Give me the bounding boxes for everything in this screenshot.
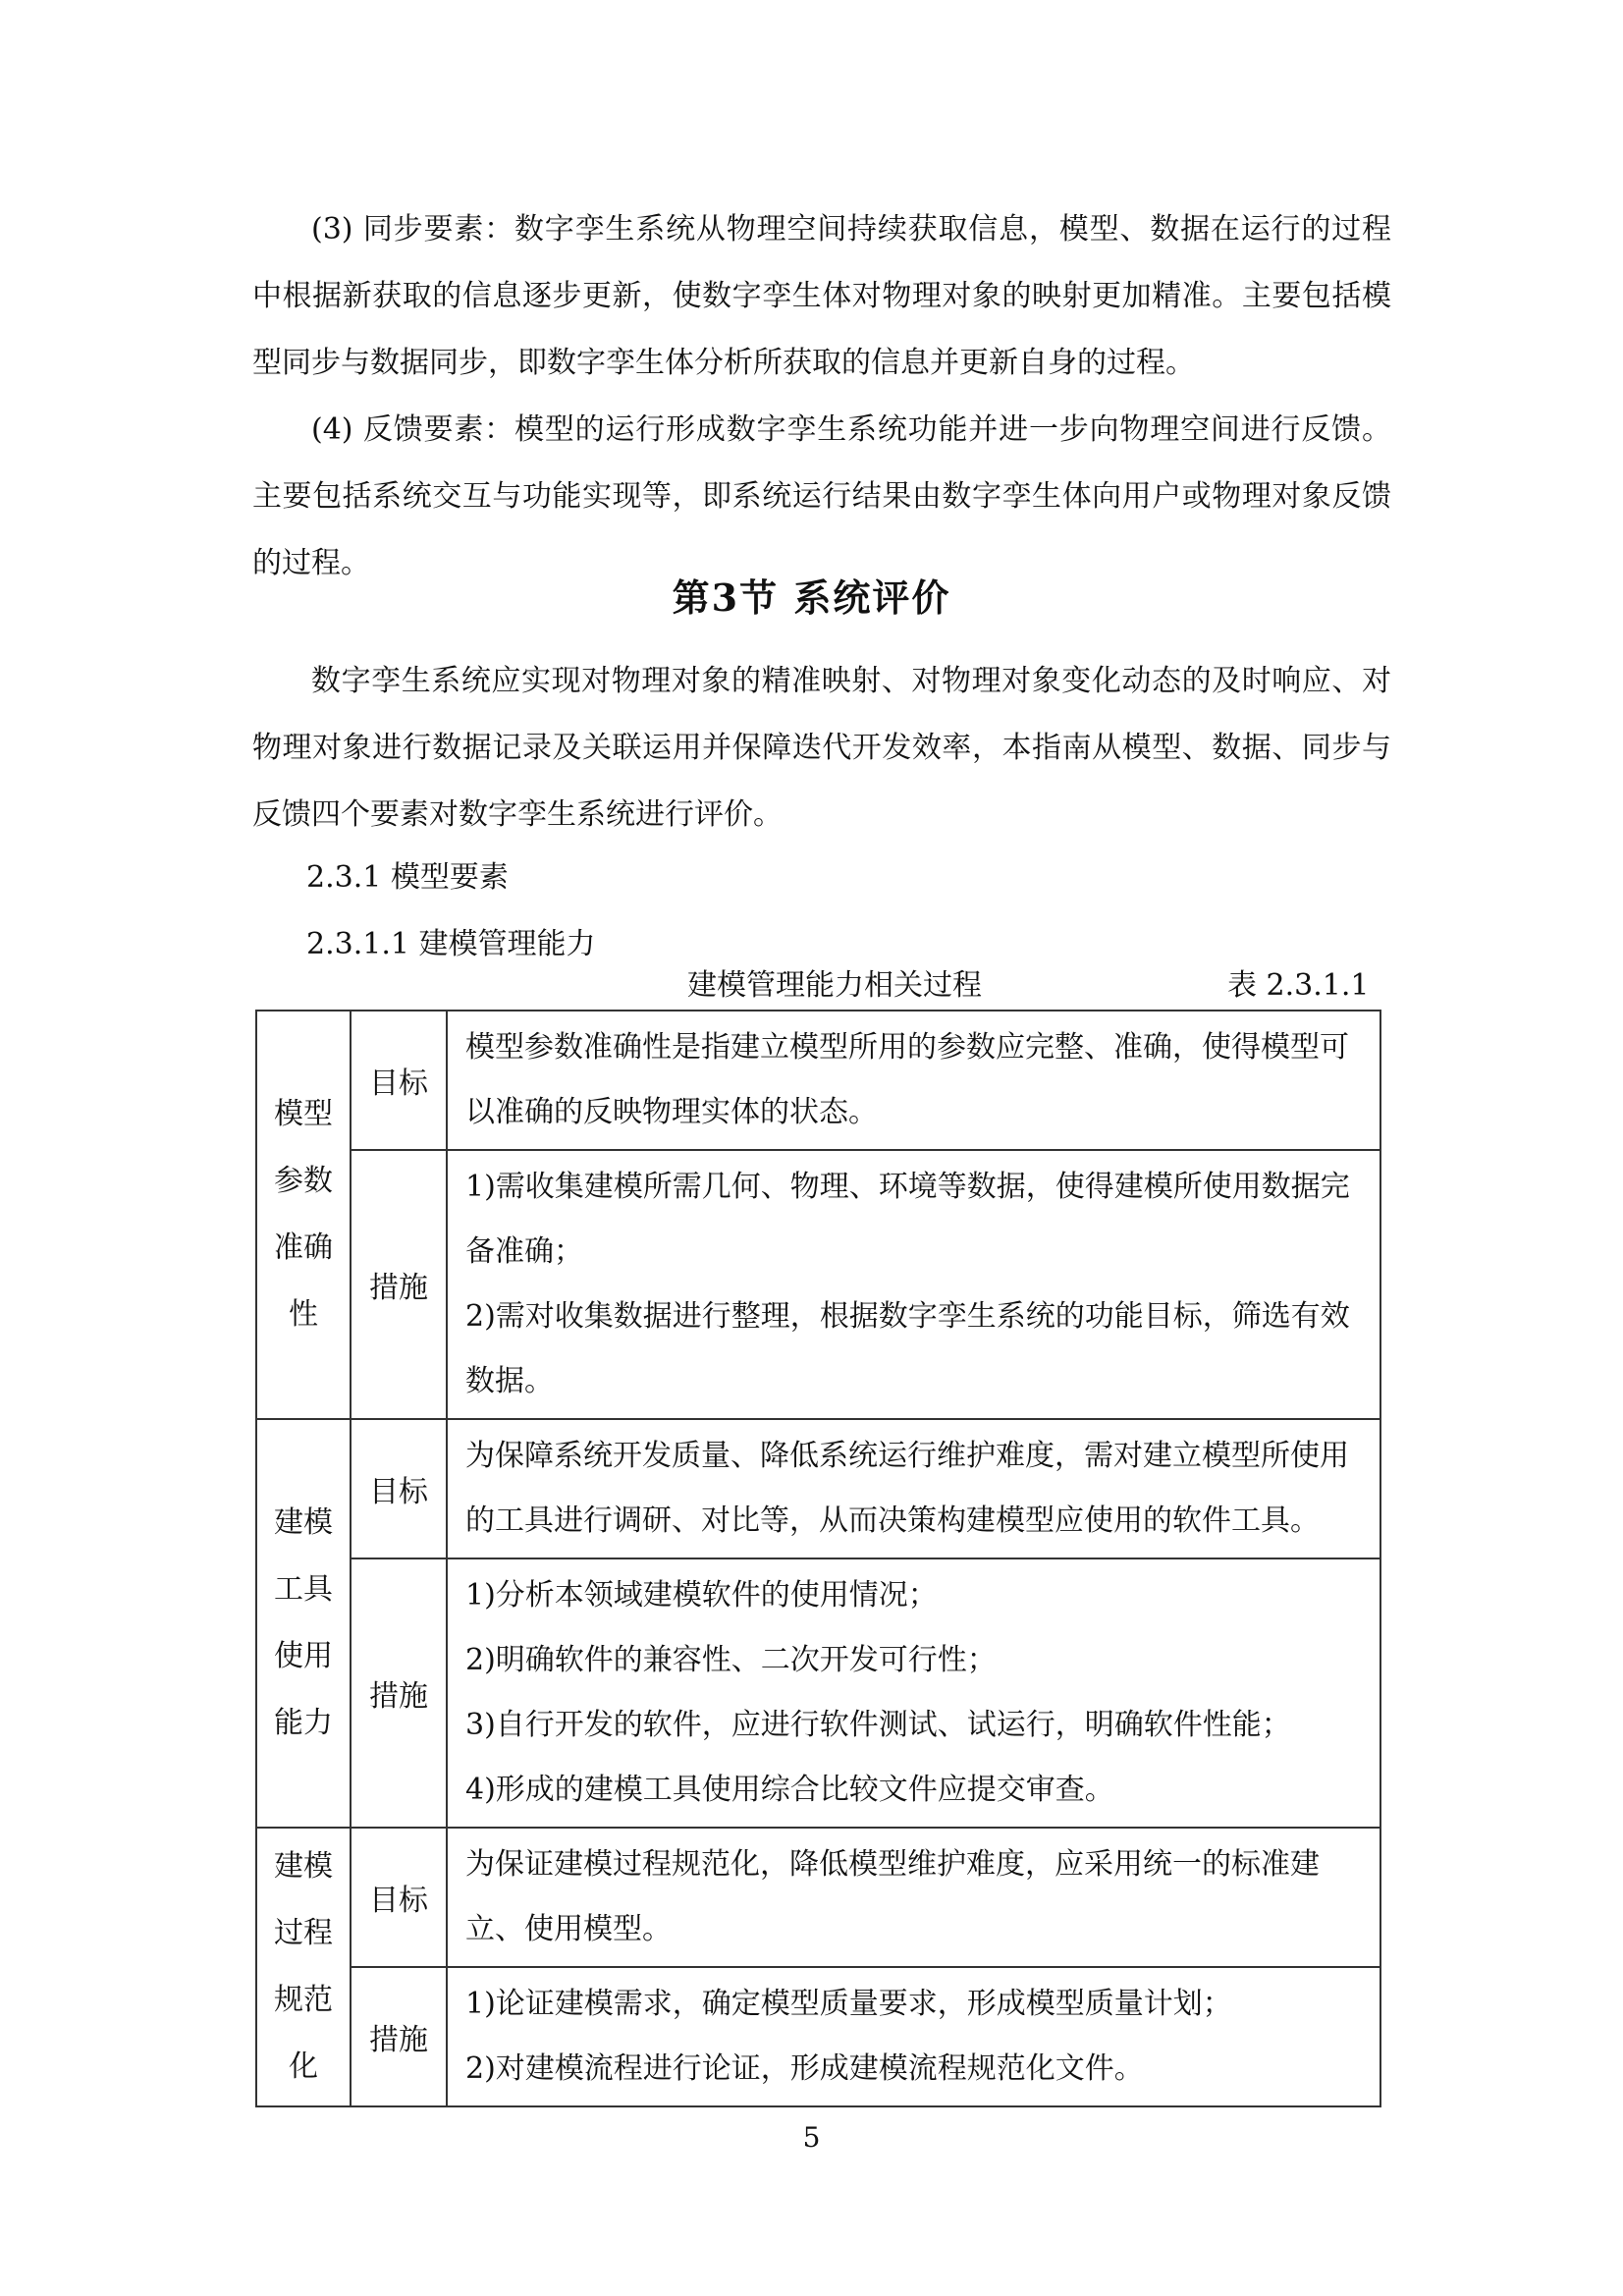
category-cell: 建模 过程 规范 化 [256,1828,351,2106]
goal-text: 为保障系统开发质量、降低系统运行维护难度，需对建立模型所使用的工具进行调研、对比等，从而决策构建模型应使用的软件工具。 [447,1419,1380,1558]
goal-label: 目标 [351,1828,447,1967]
measure-list: 1)论证建模需求，确定模型质量要求，形成模型质量计划； 2)对建模流程进行论证，形成建模流程规范化文件。 [447,1967,1380,2106]
table-row [256,1967,1380,2106]
paragraph-feedback-element: (4) 反馈要素：模型的运行形成数字孪生系统功能并进一步向物理空间进行反馈。主要包括系统交互与功能实现等，即系统运行结果由数字孪生体向用户或物理对象反馈的过程。 [252,412,1391,580]
section-heading: 第3节 系统评价 [672,575,951,620]
measure-label: 措施 [351,1558,447,1828]
table-row [256,1558,1380,1828]
goal-text: 为保证建模过程规范化，降低模型维护难度，应采用统一的标准建立、使用模型。 [447,1828,1380,1967]
category-cell: 建模 工具 使用 能力 [256,1419,351,1828]
subheading-modeling-capability: 2.3.1.1 建模管理能力 [306,927,596,961]
page-number: 5 [802,2121,821,2154]
goal-label: 目标 [351,1011,447,1150]
subheading-model-element: 2.3.1 模型要素 [306,860,509,895]
category-cell: 模型 参数 准确 性 [256,1011,351,1419]
measure-label: 措施 [351,1967,447,2106]
measure-list: 1)分析本领域建模软件的使用情况； 2)明确软件的兼容性、二次开发可行性； 3)自行开发的软件，应进行软件测试、试运行，明确软件性能； 4)形成的建模工具使用综合比较文件应提交审查。 [447,1558,1380,1828]
paragraph-evaluation-intro: 数字孪生系统应实现对物理对象的精准映射、对物理对象变化动态的及时响应、对物理对象进行数据记录及关联运用并保障迭代开发效率，本指南从模型、数据、同步与反馈四个要素对数字孪生系统进行评价。 [252,664,1391,832]
table-row [256,1011,1380,1150]
table-row [256,1150,1380,1419]
goal-text: 模型参数准确性是指建立模型所用的参数应完整、准确，使得模型可以准确的反映物理实体的状态。 [447,1011,1380,1150]
table-row [256,1828,1380,1967]
paragraph-sync-element: (3) 同步要素：数字孪生系统从物理空间持续获取信息，模型、数据在运行的过程中根据新获取的信息逐步更新，使数字孪生体对物理对象的映射更加精准。主要包括模型同步与数据同步，即数字孪生体分析所获取的信息并更新自身的过程。 [252,212,1391,380]
measure-list: 1)需收集建模所需几何、物理、环境等数据，使得建模所使用数据完备准确； 2)需对收集数据进行整理，根据数字孪生系统的功能目标，筛选有效数据。 [447,1150,1380,1419]
goal-label: 目标 [351,1419,447,1558]
measure-label: 措施 [351,1150,447,1419]
capability-table [255,1010,1381,2107]
table-number: 表 2.3.1.1 [1227,968,1370,1003]
table-title: 建模管理能力相关过程 [687,968,982,1003]
table-row [256,1419,1380,1558]
